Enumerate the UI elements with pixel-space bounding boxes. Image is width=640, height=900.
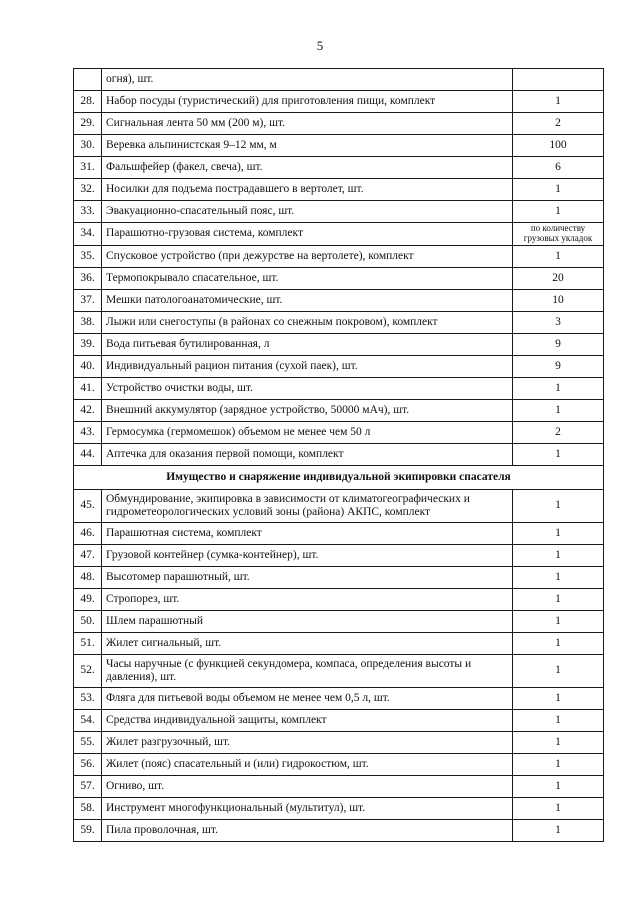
- row-number-cell: 53.: [74, 687, 102, 709]
- item-name-cell: Инструмент многофункциональный (мультитул), шт.: [102, 797, 513, 819]
- quantity-cell: 1: [513, 399, 604, 421]
- row-number-cell: 55.: [74, 731, 102, 753]
- table-row: [74, 245, 604, 267]
- row-number-cell: 48.: [74, 566, 102, 588]
- quantity-cell: 1: [513, 588, 604, 610]
- item-name-cell: Огниво, шт.: [102, 775, 513, 797]
- item-name-cell: Сигнальная лента 50 мм (200 м), шт.: [102, 113, 513, 135]
- quantity-cell: 1: [513, 610, 604, 632]
- table-row-continuation: [74, 69, 604, 91]
- quantity-cell: 1: [513, 775, 604, 797]
- item-name-cell: Эвакуационно-спасательный пояс, шт.: [102, 201, 513, 223]
- quantity-cell: 1: [513, 245, 604, 267]
- table-row: [74, 753, 604, 775]
- item-name-cell: Термопокрывало спасательное, шт.: [102, 267, 513, 289]
- item-name-cell: Жилет разгрузочный, шт.: [102, 731, 513, 753]
- quantity-cell: 1: [513, 731, 604, 753]
- table-row: [74, 355, 604, 377]
- section-header-row: [74, 465, 604, 489]
- row-number-cell: 32.: [74, 179, 102, 201]
- item-name-cell: Фляга для питьевой воды объемом не менее чем 0,5 л, шт.: [102, 687, 513, 709]
- equipment-table-body: [74, 69, 604, 842]
- item-name-cell: Парашютная система, комплект: [102, 522, 513, 544]
- item-name-cell: Стропорез, шт.: [102, 588, 513, 610]
- row-number-cell: 57.: [74, 775, 102, 797]
- quantity-cell: 1: [513, 819, 604, 841]
- table-row: [74, 566, 604, 588]
- quantity-cell: 6: [513, 157, 604, 179]
- table-row: [74, 632, 604, 654]
- row-number-cell: 30.: [74, 135, 102, 157]
- item-name-cell: Набор посуды (туристический) для приготовления пищи, комплект: [102, 91, 513, 113]
- item-name-cell: Парашютно-грузовая система, комплект: [102, 223, 513, 246]
- table-row: [74, 377, 604, 399]
- row-number-cell: 47.: [74, 544, 102, 566]
- table-row: [74, 399, 604, 421]
- row-number-cell: 42.: [74, 399, 102, 421]
- quantity-cell: 1: [513, 654, 604, 687]
- section-title: Имущество и снаряжение индивидуальной экипировки спасателя: [74, 465, 604, 489]
- row-number-cell: 52.: [74, 654, 102, 687]
- row-number-cell: 37.: [74, 289, 102, 311]
- table-row: [74, 91, 604, 113]
- row-number-cell: 58.: [74, 797, 102, 819]
- row-number-cell: 39.: [74, 333, 102, 355]
- quantity-cell: [513, 69, 604, 91]
- item-name-cell: Жилет сигнальный, шт.: [102, 632, 513, 654]
- row-number-cell: 44.: [74, 443, 102, 465]
- row-number-cell: 38.: [74, 311, 102, 333]
- page-number: 5: [316, 38, 324, 53]
- quantity-cell: 1: [513, 687, 604, 709]
- table-row: [74, 709, 604, 731]
- table-row: [74, 157, 604, 179]
- row-number-cell: 46.: [74, 522, 102, 544]
- row-number-cell: 51.: [74, 632, 102, 654]
- item-name-cell: Веревка альпинистская 9–12 мм, м: [102, 135, 513, 157]
- item-name-cell: Вода питьевая бутилированная, л: [102, 333, 513, 355]
- table-row: [74, 797, 604, 819]
- item-name-cell: Пила проволочная, шт.: [102, 819, 513, 841]
- quantity-cell: по количеству грузовых укладок: [513, 223, 604, 246]
- quantity-cell: 1: [513, 179, 604, 201]
- item-name-cell: Жилет (пояс) спасательный и (или) гидрокостюм, шт.: [102, 753, 513, 775]
- item-name-cell: Часы наручные (с функцией секундомера, компаса, определения высоты и давления), шт.: [102, 654, 513, 687]
- row-number-cell: 34.: [74, 223, 102, 246]
- quantity-cell: 1: [513, 522, 604, 544]
- quantity-cell: 1: [513, 377, 604, 399]
- item-name-cell: огня), шт.: [102, 69, 513, 91]
- row-number-cell: 49.: [74, 588, 102, 610]
- row-number-cell: [74, 69, 102, 91]
- quantity-cell: 1: [513, 489, 604, 522]
- item-name-cell: Аптечка для оказания первой помощи, комплект: [102, 443, 513, 465]
- table-row: [74, 731, 604, 753]
- table-row: [74, 654, 604, 687]
- table-row: [74, 267, 604, 289]
- item-name-cell: Гермосумка (гермомешок) объемом не менее чем 50 л: [102, 421, 513, 443]
- table-row: [74, 201, 604, 223]
- quantity-cell: 3: [513, 311, 604, 333]
- row-number-cell: 29.: [74, 113, 102, 135]
- row-number-cell: 45.: [74, 489, 102, 522]
- item-name-cell: Обмундирование, экипировка в зависимости от климатогеографических и гидрометеорологических условий зоны (района) АКПС, комплект: [102, 489, 513, 522]
- item-name-cell: Спусковое устройство (при дежурстве на вертолете), комплект: [102, 245, 513, 267]
- row-number-cell: 43.: [74, 421, 102, 443]
- table-row: [74, 588, 604, 610]
- row-number-cell: 31.: [74, 157, 102, 179]
- quantity-cell: 1: [513, 632, 604, 654]
- table-row: [74, 443, 604, 465]
- item-name-cell: Шлем парашютный: [102, 610, 513, 632]
- quantity-cell: 1: [513, 201, 604, 223]
- quantity-cell: 100: [513, 135, 604, 157]
- table-row: [74, 610, 604, 632]
- item-name-cell: Высотомер парашютный, шт.: [102, 566, 513, 588]
- row-number-cell: 28.: [74, 91, 102, 113]
- table-row: [74, 687, 604, 709]
- table-row: [74, 489, 604, 522]
- item-name-cell: Носилки для подъема пострадавшего в вертолет, шт.: [102, 179, 513, 201]
- table-row: [74, 135, 604, 157]
- table-row: [74, 421, 604, 443]
- equipment-table: [73, 68, 604, 842]
- item-name-cell: Грузовой контейнер (сумка-контейнер), шт.: [102, 544, 513, 566]
- row-number-cell: 33.: [74, 201, 102, 223]
- table-row: [74, 223, 604, 246]
- row-number-cell: 56.: [74, 753, 102, 775]
- item-name-cell: Индивидуальный рацион питания (сухой паек), шт.: [102, 355, 513, 377]
- item-name-cell: Фальшфейер (факел, свеча), шт.: [102, 157, 513, 179]
- quantity-cell: 9: [513, 333, 604, 355]
- item-name-cell: Средства индивидуальной защиты, комплект: [102, 709, 513, 731]
- row-number-cell: 54.: [74, 709, 102, 731]
- quantity-cell: 2: [513, 421, 604, 443]
- table-row: [74, 333, 604, 355]
- row-number-cell: 41.: [74, 377, 102, 399]
- table-row: [74, 522, 604, 544]
- quantity-cell: 1: [513, 566, 604, 588]
- table-row: [74, 819, 604, 841]
- row-number-cell: 40.: [74, 355, 102, 377]
- table-row: [74, 775, 604, 797]
- row-number-cell: 35.: [74, 245, 102, 267]
- quantity-cell: 1: [513, 544, 604, 566]
- quantity-cell: 2: [513, 113, 604, 135]
- row-number-cell: 59.: [74, 819, 102, 841]
- quantity-cell: 9: [513, 355, 604, 377]
- row-number-cell: 36.: [74, 267, 102, 289]
- table-row: [74, 179, 604, 201]
- table-row: [74, 113, 604, 135]
- quantity-cell: 1: [513, 797, 604, 819]
- item-name-cell: Внешний аккумулятор (зарядное устройство, 50000 мАч), шт.: [102, 399, 513, 421]
- row-number-cell: 50.: [74, 610, 102, 632]
- quantity-cell: 1: [513, 709, 604, 731]
- table-row: [74, 544, 604, 566]
- item-name-cell: Мешки патологоанатомические, шт.: [102, 289, 513, 311]
- quantity-cell: 1: [513, 91, 604, 113]
- quantity-cell: 1: [513, 753, 604, 775]
- quantity-cell: 1: [513, 443, 604, 465]
- table-row: [74, 311, 604, 333]
- item-name-cell: Лыжи или снегоступы (в районах со снежным покровом), комплект: [102, 311, 513, 333]
- quantity-cell: 20: [513, 267, 604, 289]
- quantity-cell: 10: [513, 289, 604, 311]
- item-name-cell: Устройство очистки воды, шт.: [102, 377, 513, 399]
- table-row: [74, 289, 604, 311]
